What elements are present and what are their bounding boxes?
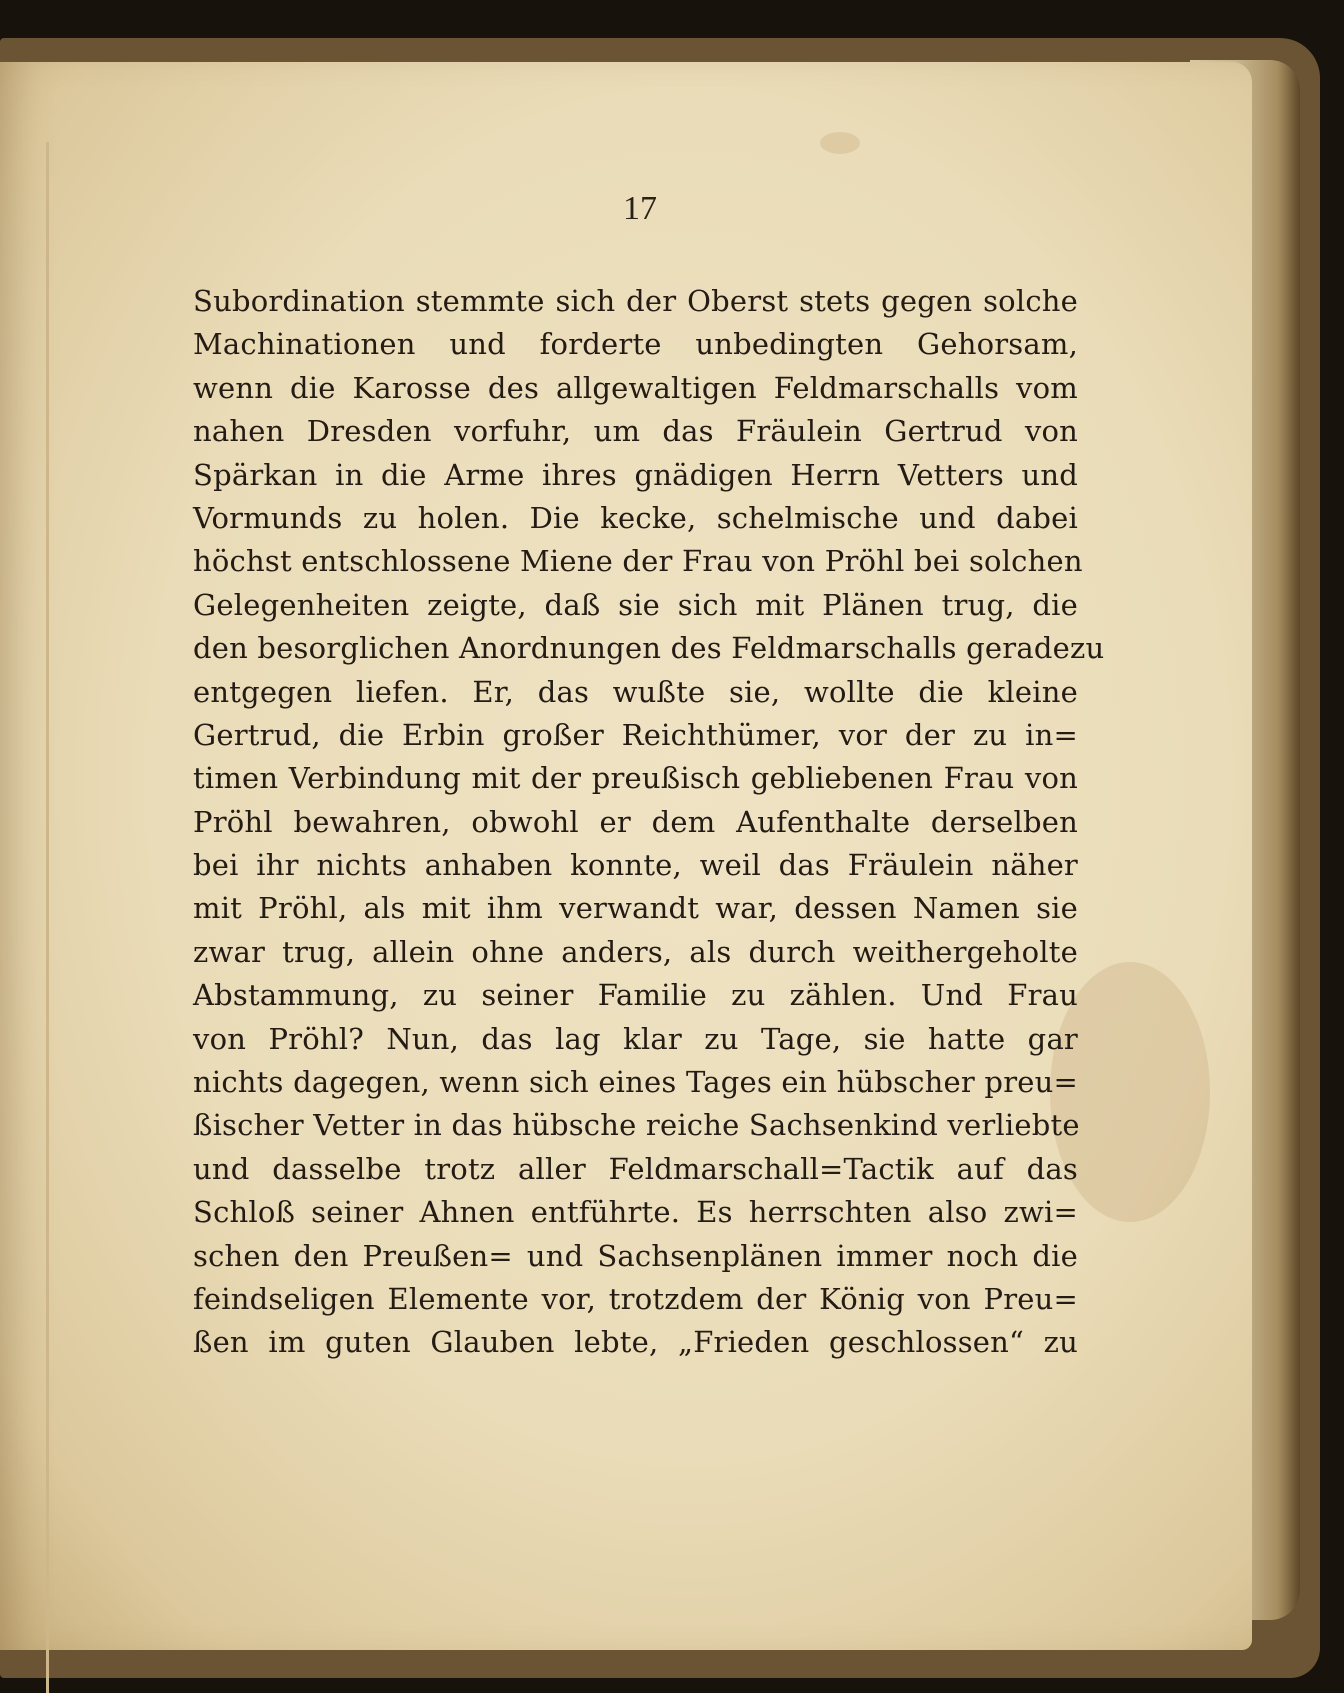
text-line: Pröhl bewahren, obwohl er dem Aufenthalte derselben xyxy=(193,804,1078,839)
text-line: Schloß seiner Ahnen entführte. Es herrschten also zwi= xyxy=(193,1195,1078,1230)
text-line: Abstammung, zu seiner Familie zu zählen. Und Frau xyxy=(193,978,1078,1013)
gutter-fold xyxy=(46,142,49,1693)
text-line: Gelegenheiten zeigte, daß sie sich mit Plänen trug, die xyxy=(193,587,1078,622)
text-line: timen Verbindung mit der preußisch gebliebenen Frau von xyxy=(193,761,1078,796)
text-line: Gertrud, die Erbin großer Reichthümer, vor der zu in= xyxy=(193,717,1078,752)
text-line: und dasselbe trotz aller Feldmarschall=Tactik auf das xyxy=(193,1151,1078,1186)
text-line: wenn die Karosse des allgewaltigen Feldmarschalls vom xyxy=(193,370,1078,405)
text-line: feindseligen Elemente vor, trotzdem der König von Preu= xyxy=(193,1281,1078,1316)
text-line: ßen im guten Glauben lebte, „Frieden geschlossen“ zu xyxy=(193,1325,1078,1360)
text-line: höchst entschlossene Miene der Frau von Pröhl bei solchen xyxy=(193,544,1083,579)
text-line: Subordination stemmte sich der Oberst stets gegen solche xyxy=(193,284,1078,318)
paper-stain xyxy=(820,132,860,154)
text-line: den besorglichen Anordnungen des Feldmarschalls geradezu xyxy=(193,631,1105,666)
text-line: schen den Preußen= und Sachsenplänen immer noch die xyxy=(193,1238,1078,1273)
text-line: ßischer Vetter in das hübsche reiche Sachsenkind verliebte xyxy=(193,1108,1080,1143)
text-line: nahen Dresden vorfuhr, um das Fräulein Gertrud von xyxy=(193,414,1078,449)
text-line: nichts dagegen, wenn sich eines Tages ein hübscher preu= xyxy=(193,1065,1078,1100)
text-line: von Pröhl? Nun, das lag klar zu Tage, sie hatte gar xyxy=(193,1021,1078,1056)
body-text xyxy=(193,280,1105,1365)
text-line: Machinationen und forderte unbedingten Gehorsam, xyxy=(193,327,1078,362)
text-line: Spärkan in die Arme ihres gnädigen Herrn Vetters und xyxy=(193,457,1078,492)
text-line: Vormunds zu holen. Die kecke, schelmische und dabei xyxy=(193,500,1078,535)
text-line: mit Pröhl, als mit ihm verwandt war, dessen Namen sie xyxy=(193,891,1078,926)
text-line: entgegen liefen. Er, das wußte sie, wollte die kleine xyxy=(193,674,1078,709)
text-line: zwar trug, allein ohne anders, als durch weithergeholte xyxy=(193,934,1078,969)
text-line: bei ihr nichts anhaben konnte, weil das Fräulein näher xyxy=(193,848,1078,883)
page-number: 17 xyxy=(623,190,657,227)
